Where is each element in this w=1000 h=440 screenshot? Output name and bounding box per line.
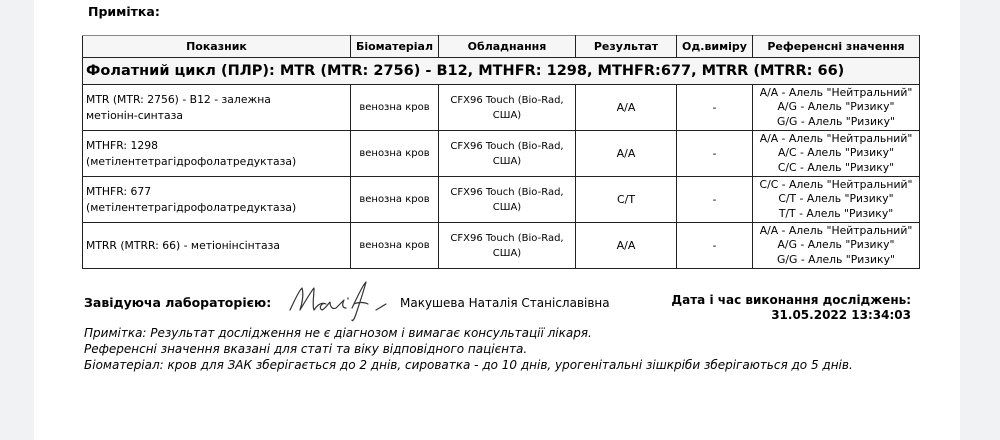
equipment-cell <box>439 85 576 131</box>
result-cell: A/A <box>576 85 677 131</box>
column-header-equipment: Обладнання <box>439 36 576 58</box>
lab-head-name: Макушева Наталія Станіславівна <box>400 296 610 310</box>
reference-line: C/C - Алель "Ризику" <box>777 160 895 174</box>
reference-line: A/G - Алель "Ризику" <box>777 100 895 114</box>
column-header-reference: Референсні значення <box>753 36 920 58</box>
equipment-line: CFX96 Touch (Bio-Rad, <box>450 140 564 152</box>
reference-line: A/A - Алель "Нейтральний" <box>759 131 913 145</box>
reference-line: G/G - Алель "Ризику" <box>777 114 895 128</box>
unit-cell: - <box>677 85 753 131</box>
reference-line: A/G - Алель "Ризику" <box>777 238 895 252</box>
execution-label: Дата і час виконання досліджень: <box>671 293 911 307</box>
indicator-cell <box>83 223 351 269</box>
indicator-line: MTR (MTR: 2756) - B12 - залежна <box>86 92 271 106</box>
section-row <box>83 58 920 85</box>
table-row <box>83 131 920 177</box>
unit-cell: - <box>677 177 753 223</box>
indicator-line: MTHFR: 1298 <box>86 138 158 152</box>
column-header-indicator: Показник <box>83 36 351 58</box>
column-header-biomaterial: Біоматеріал <box>351 36 439 58</box>
table-header-row <box>83 36 920 58</box>
indicator-line: (метілентетрагідрофолатредуктаза) <box>86 200 297 214</box>
equipment-cell <box>439 223 576 269</box>
reference-line: T/T - Алель "Ризику" <box>778 206 894 220</box>
footnote-line: Біоматеріал: кров для ЗАК зберігається до 2 днів, сироватка - до 10 днів, урогенітальні зішкріби зберігаються до 5 днів. <box>84 358 853 372</box>
equipment-line: CFX96 Touch (Bio-Rad, <box>450 232 564 244</box>
reference-line: C/C - Алель "Нейтральний" <box>759 177 913 191</box>
reference-cell <box>753 85 920 131</box>
unit-cell: - <box>677 131 753 177</box>
reference-line: A/C - Алель "Ризику" <box>777 146 895 160</box>
results-table <box>82 35 920 269</box>
footnote-line: Примітка: Результат дослідження не є діагнозом і вимагає консультації лікаря. <box>84 326 592 340</box>
unit-cell: - <box>677 223 753 269</box>
equipment-line: США) <box>492 201 522 213</box>
indicator-line: MTRR (MTRR: 66) - метіонінсінтаза <box>86 238 280 252</box>
indicator-cell <box>83 177 351 223</box>
reference-line: G/G - Алель "Ризику" <box>777 252 895 266</box>
indicator-line: MTHFR: 677 <box>86 184 152 198</box>
table-row <box>83 223 920 269</box>
indicator-cell <box>83 131 351 177</box>
equipment-cell <box>439 177 576 223</box>
column-header-unit: Од.виміру <box>677 36 753 58</box>
table-row <box>83 177 920 223</box>
reference-line: A/A - Алель "Нейтральний" <box>759 223 913 237</box>
result-cell: A/A <box>576 223 677 269</box>
biomaterial-cell: венозна кров <box>351 177 439 223</box>
section-title: Фолатний цикл (ПЛР): MTR (MTR: 2756) - B12, MTHFR: 1298, MTHFR:677, MTRR (MTRR: 66) <box>83 58 920 85</box>
column-header-result: Результат <box>576 36 677 58</box>
reference-cell <box>753 131 920 177</box>
indicator-cell <box>83 85 351 131</box>
reference-line: A/A - Алель "Нейтральний" <box>759 85 913 99</box>
reference-line: C/T - Алель "Ризику" <box>778 192 894 206</box>
biomaterial-cell: венозна кров <box>351 131 439 177</box>
handwritten-signature-icon <box>286 280 396 324</box>
indicator-line: метіонін-синтаза <box>86 108 183 122</box>
footnotes <box>84 325 853 373</box>
equipment-line: CFX96 Touch (Bio-Rad, <box>450 94 564 106</box>
execution-datetime-block <box>671 293 911 323</box>
equipment-cell <box>439 131 576 177</box>
equipment-line: США) <box>492 109 522 121</box>
footnote-line: Референсні значення вказані для статі та віку відповідного пацієнта. <box>84 342 528 356</box>
result-cell: C/T <box>576 177 677 223</box>
equipment-line: США) <box>492 155 522 167</box>
lab-head-label: Завідуюча лабораторією: <box>84 295 272 310</box>
biomaterial-cell: венозна кров <box>351 223 439 269</box>
reference-cell <box>753 177 920 223</box>
reference-cell <box>753 223 920 269</box>
indicator-line: (метілентетрагідрофолатредуктаза) <box>86 154 297 168</box>
note-heading: Примітка: <box>88 4 160 19</box>
biomaterial-cell: венозна кров <box>351 85 439 131</box>
result-cell: A/A <box>576 131 677 177</box>
table-row <box>83 85 920 131</box>
equipment-line: США) <box>492 247 522 259</box>
equipment-line: CFX96 Touch (Bio-Rad, <box>450 186 564 198</box>
execution-datetime: 31.05.2022 13:34:03 <box>771 308 911 322</box>
